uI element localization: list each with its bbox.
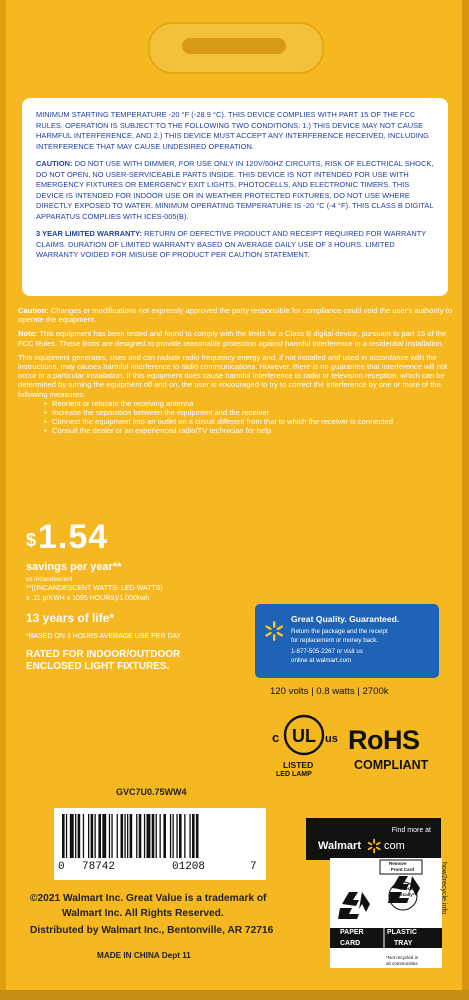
guarantee-title: Great Quality. Guaranteed.: [291, 614, 400, 624]
barcode-bar: [109, 814, 110, 858]
barcode-bar: [139, 814, 142, 858]
recycle-tray-label: TRAY: [394, 940, 413, 947]
savings-amount: 1.54: [38, 518, 109, 556]
rated-line2: ENCLOSED LIGHT FIXTURES.: [26, 661, 170, 672]
life-footnote: *BASED ON 3 HOURS AVERAGE USE PER DAY: [26, 633, 182, 640]
warranty-text: RETURN OF DEFECTIVE PRODUCT AND RECEIPT REQUIRED FOR WARRANTY CLAIMS. DURATION OF LIMITED WARRANTY BASED ON AVERAGE DAILY USE OF 3 HOURS. LIMITED WARRANTY VOIDED FOR MISUSE OF PRODUCT PER CAUTION STATEMENT.: [36, 229, 427, 259]
barcode-bar: [102, 814, 106, 858]
savings-label: savings per year**: [26, 561, 122, 573]
limited-warranty: [36, 229, 434, 261]
recycle-card-label: CARD: [340, 940, 361, 947]
list-item: • Increase the separation between the equipment and the receiver: [52, 408, 454, 417]
ul-led-lamp-label: LED LAMP: [276, 771, 312, 778]
rohs-logo: RoHS: [348, 725, 420, 755]
list-item: • Consult the dealer or an experienced radio/TV technician for help: [52, 426, 454, 435]
guarantee-badge: [255, 604, 439, 678]
savings-formula-line2: x .11 p/KWH x 1095 HOURS)/1,000kwh: [26, 595, 150, 602]
fcc-interference-text: This equipment generates, uses and can radiate radio frequency energy and, if not installed and used in accordance with the instructions, may causes harmful interference to radio communications. However, there is no guarantee that interference will not occur in a particular installation. If this equipment does cause harmful interference to radio or television reception, which can be determined by turning the equipment off and on, the user is encouraged to try to correct the interference by one or more of the following measures:: [18, 352, 448, 399]
price-currency: $: [26, 530, 37, 550]
origin-dept-text: MADE IN CHINA Dept 11: [97, 951, 191, 960]
barcode-bar: [147, 814, 151, 858]
walmart-spark-icon: [263, 620, 285, 642]
rohs-compliant-label: COMPLIANT: [354, 758, 429, 772]
barcode-bar: [111, 814, 112, 858]
ul-c-mark: c: [272, 730, 280, 745]
ul-text: UL: [292, 726, 316, 746]
walmart-spark-icon: [366, 838, 382, 854]
caution-label: CAUTION:: [36, 159, 73, 168]
fcc-caution: [18, 306, 454, 324]
walmart-com-text: com: [384, 840, 405, 852]
barcode-bar: [192, 814, 195, 858]
warranty-label: 3 YEAR LIMITED WARRANTY:: [36, 229, 143, 238]
barcode-bar: [179, 814, 182, 858]
savings-comparison: vs incandescent: [26, 576, 73, 583]
fcc-caution-text: Changes or modifications not expressly approved the party responsible for compliance could void the user's authority to operate the equipment.: [18, 306, 453, 325]
barcode-bar: [127, 814, 128, 858]
fcc-statement: [18, 306, 454, 436]
guarantee-line: for replacement or money back.: [291, 637, 379, 644]
recycle-remove-label: Remove: [389, 861, 407, 866]
barcode-bar: [163, 814, 166, 858]
barcode-bar: [124, 814, 125, 858]
barcode-bar: [91, 814, 94, 858]
copyright-line2: Walmart Inc. All Rights Reserved.: [62, 908, 224, 919]
caution-warning: [36, 159, 434, 222]
walmart-find-more-badge: [306, 818, 441, 860]
fcc-note-text: This equipment has been tested and found to comply with the limits for a Class B digital device, pursuant to part 15 of the FCC Rules. These limits are designed to provide reasonable protection against harmful interference in a residential installation.: [18, 329, 447, 348]
copyright-line1: ©2021 Walmart Inc. Great Value is a trademark of: [30, 893, 267, 904]
barcode-bars: [62, 814, 258, 858]
list-item: • Reorient or relocate the receiving antenna: [52, 399, 454, 408]
barcode-bar: [62, 814, 65, 858]
warranty-box: [22, 98, 448, 296]
barcode-bar: [173, 814, 174, 858]
how2recycle-url: how2recycle.info: [440, 862, 447, 915]
fcc-note: [18, 329, 454, 347]
savings-formula-line1: **((INCANDESCENT WATTS- LED WATTS): [26, 585, 163, 592]
upc-barcode: [54, 808, 266, 880]
barcode-bar: [156, 814, 157, 858]
guarantee-line: Return the package and the receipt: [291, 628, 388, 635]
barcode-bar: [121, 814, 124, 858]
barcode-bar: [66, 814, 67, 858]
package-bottom-edge: [0, 990, 469, 1000]
fcc-measures-list: [18, 399, 454, 436]
package-left-edge: [0, 0, 6, 1000]
recycle-footnote-line1: *Not recycled in: [386, 955, 419, 960]
ul-listed-icon: [268, 712, 340, 758]
how2recycle-label: [330, 858, 442, 968]
recycle-locally-label: Locally*: [397, 892, 415, 897]
guarantee-website: online at walmart.com: [291, 657, 352, 664]
barcode-bar: [196, 814, 199, 858]
barcode-bar: [136, 814, 137, 858]
hang-hole: [182, 38, 286, 54]
fcc-note-label: Note:: [18, 329, 38, 339]
package-right-edge: [462, 0, 469, 1000]
life-years: 13 years of life*: [26, 611, 115, 625]
fcc-caution-label: Caution:: [18, 306, 49, 315]
temperature-fcc-text: MINIMUM STARTING TEMPERATURE -20 °F (-28.9 °C). THIS DEVICE COMPLIES WITH PART 15 OF THE FCC RULES. OPERATION IS SUBJECT TO THE FOLLOWING TWO CONDITIONS: 1.) THIS DEVICE MAY NOT CAUSE HARMFUL INTERFERENCE, AND 2.) THIS DEVICE MUST ACCEPT ANY INTERFERENCE RECEIVED, INCLUDING INTERFERENCE THAT MAY CAUSE UNDESIRED OPERATION.: [36, 110, 429, 151]
barcode-bar: [144, 814, 145, 858]
recycle-check-label: Check: [399, 886, 413, 891]
barcode-bar: [160, 814, 161, 858]
list-item: • Connect the equipment into an outlet on a circuit different from that to which the receiver is connected: [52, 417, 454, 426]
barcode-bar: [152, 814, 155, 858]
barcode-bar: [184, 814, 185, 858]
barcode-bar: [75, 814, 76, 858]
barcode-bar: [117, 814, 118, 858]
barcode-bar: [88, 814, 89, 858]
ul-listed-label: LISTED: [283, 760, 314, 770]
barcode-bar: [70, 814, 74, 858]
caution-text: DO NOT USE WITH DIMMER, FOR USE ONLY IN 120V/60HZ CIRCUITS, RISK OF ELECTRICAL SHOCK, DO NOT OPEN, NO USER-SERVICEABLE PARTS INSIDE. THIS DEVICE IS NOT INTENDED FOR USE WITH EMERGENCY FIXTURES OR EMERGENCY EXIT LIGHTS, PHOTOCELLS, AND ELECTRONIC TIMERS. THIS DEVICE IS INTENDED FOR INDOOR USE OR IN WEATHER PROTECTED FIXTURES, DO NOT USE WHERE DIRECTLY EXPOSED TO WATER. MINIMUM OPERATING TEMPERATURE IS -20 °C (-4 °F). THIS CLASS B DIGITAL APPARATUS COMPLIES WITH ICES-005(B).: [36, 159, 434, 221]
barcode-group: 78742: [82, 861, 116, 873]
walmart-wordmark: Walmart: [318, 840, 361, 852]
recycle-footnote-line2: all communities: [386, 961, 418, 966]
barcode-bar: [176, 814, 177, 858]
barcode-bar: [83, 814, 84, 858]
barcode-digit: 7: [250, 861, 257, 873]
barcode-bar: [98, 814, 101, 858]
barcode-bar: [95, 814, 96, 858]
model-number: GVC7U0.75WW4: [116, 787, 187, 797]
barcode-digit: 0: [58, 861, 65, 873]
distributor-text: Distributed by Walmart Inc., Bentonville, AR 72716: [30, 925, 274, 936]
barcode-bar: [189, 814, 190, 858]
recycle-paper-label: PAPER: [340, 929, 364, 936]
barcode-bar: [130, 814, 133, 858]
ul-us-mark: us: [325, 733, 338, 745]
electrical-specs: 120 volts | 0.8 watts | 2700k: [270, 686, 389, 697]
find-more-text: Find more at: [391, 827, 431, 834]
rated-line1: RATED FOR INDOOR/OUTDOOR: [26, 649, 181, 660]
recycle-front-card-label: Front Card: [391, 867, 414, 872]
barcode-bar: [78, 814, 81, 858]
recycle-plastic-label: PLASTIC: [387, 929, 417, 936]
barcode-bar: [170, 814, 171, 858]
barcode-group: 01208: [172, 861, 206, 873]
guarantee-phone: 1-877-505-2267 or visit us: [291, 648, 363, 655]
